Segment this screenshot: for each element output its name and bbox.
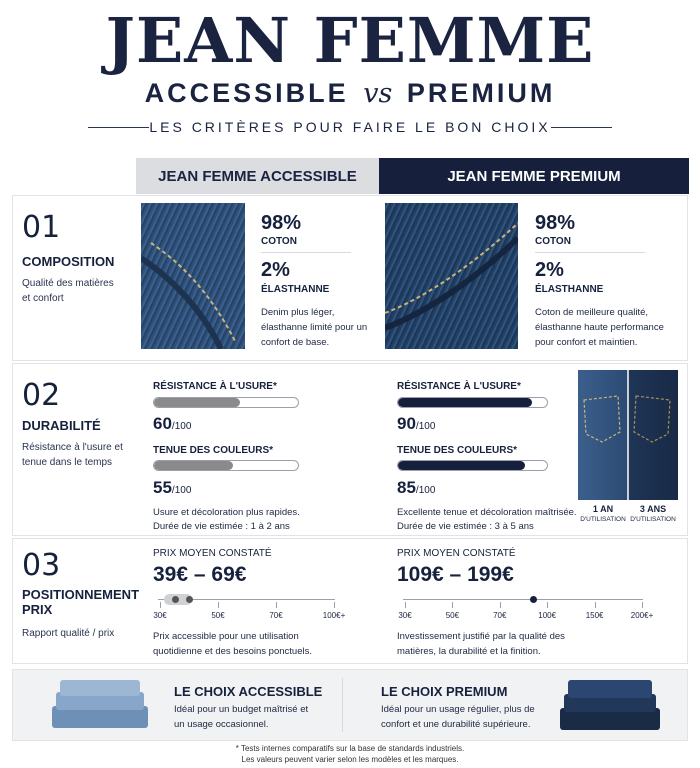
choice-premium-text: Idéal pour un usage régulier, plus de confort et une durabilité supérieure. (381, 704, 535, 730)
row1-number: 01 (22, 210, 61, 245)
row3-title-line2: PRIX (22, 602, 53, 617)
jeans-layer (568, 680, 652, 698)
price-tick-mark (334, 602, 335, 608)
prem-wear-bar-fill (398, 398, 532, 407)
price-tick-label: 100€+ (322, 611, 346, 620)
choice-separator (342, 678, 343, 732)
prem-wear-bar (397, 397, 548, 408)
prem-price-marker (530, 596, 537, 603)
price-tick-label: 200€+ (630, 611, 654, 620)
price-tick-mark (500, 602, 501, 608)
price-tick-label: 30€ (398, 611, 412, 620)
divider-left (88, 127, 149, 128)
row3-number: 03 (22, 548, 61, 583)
acc-cotton-label: COTON (261, 236, 297, 247)
acc-price-marker-high (186, 596, 193, 603)
acc-price-note: Prix accessible pour une utilisation quotidienne et des besoins ponctuels. (153, 631, 312, 657)
price-tick-label: 100€ (538, 611, 557, 620)
prem-elastane-label: ÉLASTHANNE (535, 284, 604, 295)
tagline-row (88, 118, 612, 136)
page-subtitle (0, 78, 700, 109)
acc-elastane-percent: 2% (261, 259, 290, 281)
prem-price-scale (403, 599, 643, 600)
folded-jeans-image-accessible (52, 680, 148, 730)
price-tick-label: 50€ (445, 611, 460, 620)
acc-color-score: 55/100 (153, 478, 192, 497)
prem-divider (535, 252, 645, 253)
seam-stitch-icon (385, 203, 518, 349)
column-header-premium: JEAN FEMME PREMIUM (379, 158, 689, 194)
subtitle-accessible: ACCESSIBLE (144, 78, 349, 108)
prem-price-label: PRIX MOYEN CONSTATÉ (397, 548, 516, 559)
price-tick-label: 70€ (269, 611, 283, 620)
price-tick-mark (452, 602, 453, 608)
prem-color-label: TENUE DES COULEURS* (397, 445, 518, 456)
price-tick-mark (276, 602, 277, 608)
choice-accessible-title: LE CHOIX ACCESSIBLE (174, 684, 323, 699)
acc-durability-note1: Usure et décoloration plus rapides. (153, 507, 300, 518)
subtitle-vs: vs (363, 78, 393, 109)
acc-color-label: TENUE DES COULEURS* (153, 445, 274, 456)
prem-durability-note1: Excellente tenue et décoloration maîtrisée. (397, 507, 577, 518)
row2-description: Résistance à l'usure et tenue dans le temps (22, 442, 123, 468)
jeans-pockets-icon (578, 370, 678, 500)
acc-price-label: PRIX MOYEN CONSTATÉ (153, 548, 272, 559)
acc-cotton-percent: 98% (261, 212, 302, 234)
acc-durability-note2: Durée de vie estimée : 1 à 2 ans (153, 521, 290, 532)
price-tick-mark (547, 602, 548, 608)
prem-durability-note2: Durée de vie estimée : 3 à 5 ans (397, 521, 534, 532)
acc-elastane-label: ÉLASTHANNE (261, 284, 330, 295)
acc-wear-label: RÉSISTANCE À L'USURE* (153, 381, 277, 392)
price-tick-mark (642, 602, 643, 608)
price-tick-label: 70€ (493, 611, 507, 620)
price-tick-label: 150€ (585, 611, 604, 620)
row3-title-line1: POSITIONNEMENT (22, 587, 140, 602)
price-tick-label: 50€ (211, 611, 225, 620)
row1-title: COMPOSITION (22, 254, 115, 269)
acc-color-bar-fill (154, 461, 233, 470)
prem-wear-score: 90/100 (397, 414, 436, 433)
footnote-line2: Les valeurs peuvent varier selon les modèles et les marques. (241, 755, 459, 764)
divider-right (551, 127, 612, 128)
seam-stitch-icon (141, 203, 245, 349)
tagline: LES CRITÈRES POUR FAIRE LE BON CHOIX (149, 119, 551, 135)
img-label-3-years: 3 ANS (639, 504, 667, 514)
price-tick-label: 30€ (153, 611, 167, 620)
prem-price-range: 109€ – 199€ (397, 563, 514, 586)
subtitle-premium: PREMIUM (406, 78, 556, 108)
jeans-comparison-image (578, 370, 678, 500)
acc-price-range: 39€ – 69€ (153, 563, 247, 586)
page-title: JEAN FEMME (105, 4, 595, 77)
denim-fabric-image-premium (385, 203, 518, 349)
prem-price-note: Investissement justifié par la qualité des matières, la durabilité et la finition. (397, 631, 565, 657)
row2-title: DURABILITÉ (22, 418, 101, 433)
row3-description: Rapport qualité / prix (22, 628, 115, 639)
price-tick-mark (595, 602, 596, 608)
row2-number: 02 (22, 378, 61, 413)
img-label-3-years-sub: D'UTILISATION (630, 516, 676, 523)
price-tick-mark (160, 602, 161, 608)
folded-jeans-image-premium (560, 680, 660, 732)
prem-elastane-percent: 2% (535, 259, 564, 281)
acc-wear-bar-fill (154, 398, 240, 407)
column-header-accessible: JEAN FEMME ACCESSIBLE (136, 158, 379, 194)
acc-divider (261, 252, 351, 253)
denim-fabric-image-accessible (141, 203, 245, 349)
acc-price-marker-low (172, 596, 179, 603)
prem-cotton-label: COTON (535, 236, 571, 247)
acc-wear-score: 60/100 (153, 414, 192, 433)
acc-color-bar (153, 460, 299, 471)
prem-wear-label: RÉSISTANCE À L'USURE* (397, 381, 521, 392)
img-label-1-year: 1 AN (592, 504, 614, 514)
jeans-layer (60, 680, 140, 696)
choice-accessible-text: Idéal pour un budget maîtrisé et un usage occasionnel. (174, 704, 309, 730)
row1-description: Qualité des matières et confort (22, 278, 114, 304)
price-tick-mark (405, 602, 406, 608)
choice-premium-title: LE CHOIX PREMIUM (381, 684, 508, 699)
prem-color-bar (397, 460, 548, 471)
footnote-line1: * Tests internes comparatifs sur la base de standards industriels. (235, 744, 465, 753)
img-label-1-year-sub: D'UTILISATION (580, 516, 626, 523)
acc-wear-bar (153, 397, 299, 408)
price-tick-mark (218, 602, 219, 608)
acc-composition-note: Denim plus léger, élasthanne limité pour un confort de base. (261, 307, 368, 348)
prem-color-bar-fill (398, 461, 525, 470)
prem-cotton-percent: 98% (535, 212, 576, 234)
prem-composition-note: Coton de meilleure qualité, élasthanne haute performance pour confort et maintien. (535, 307, 664, 348)
prem-color-score: 85/100 (397, 478, 436, 497)
